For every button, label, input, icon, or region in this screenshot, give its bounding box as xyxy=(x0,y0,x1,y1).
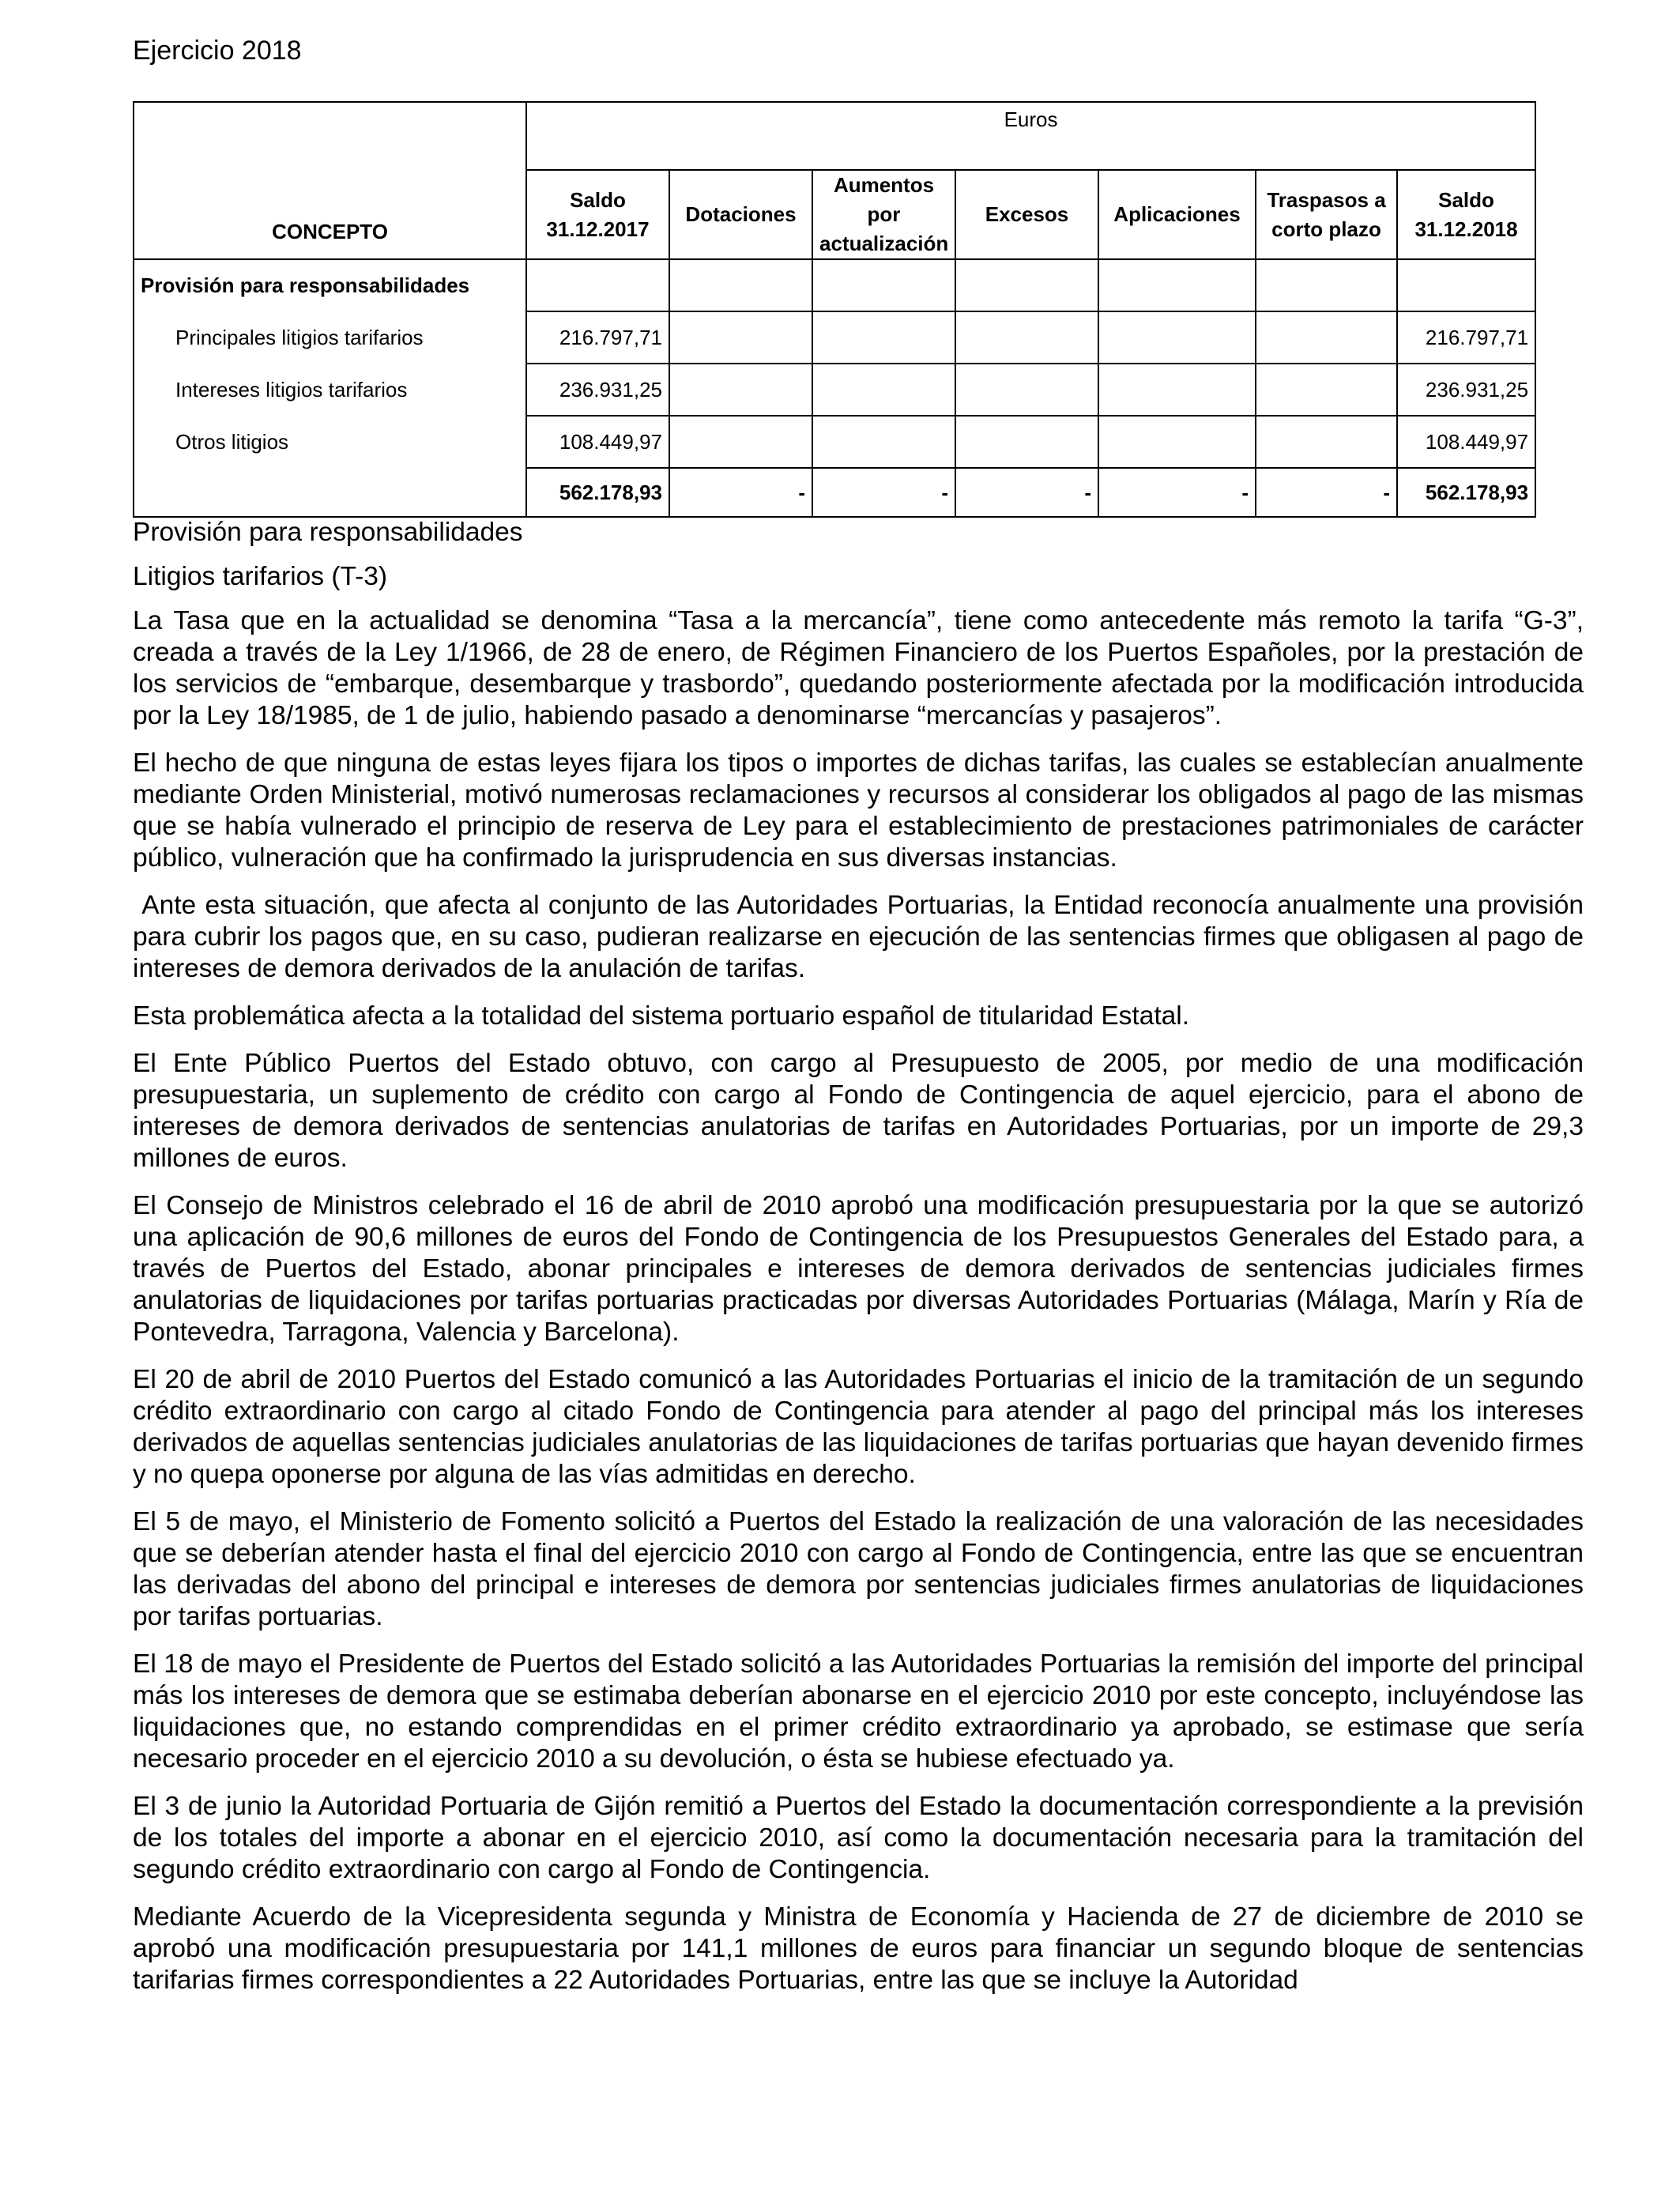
col-header-text: Saldo 31.12.2017 xyxy=(546,187,650,241)
table-cell xyxy=(1256,416,1397,468)
value-saldo-2018: 236.931,25 xyxy=(1397,364,1535,416)
row-label: Principales litigios tarifarios xyxy=(134,311,526,364)
table-cell xyxy=(669,311,812,364)
table-cell xyxy=(812,416,955,468)
paragraph: Esta problemática afecta a la totalidad del sistema portuario español de titularidad Estatal. xyxy=(133,1001,1190,1031)
value-saldo-2018: 216.797,71 xyxy=(1397,311,1535,364)
body-text xyxy=(133,517,1591,2012)
total-excesos: - xyxy=(955,468,1098,517)
total-aumentos: - xyxy=(812,468,955,517)
table-row xyxy=(134,416,1535,468)
table-cell xyxy=(955,364,1098,416)
concept-header: CONCEPTO xyxy=(134,102,526,259)
value-saldo-2017: 216.797,71 xyxy=(526,311,669,364)
value-saldo-2017: 108.449,97 xyxy=(526,416,669,468)
col-header-excesos xyxy=(955,170,1098,259)
col-header-text: Aplicaciones xyxy=(1113,202,1241,226)
col-header-text: Excesos xyxy=(985,202,1069,226)
paragraph: La Tasa que en la actualidad se denomina “Tasa a la mercancía”, tiene como antecedente más remoto la tarifa “G-3”, creada a través de la Ley 1/1966, de 28 de enero, de Régimen Financiero de los Puertos Españoles, por la prestación de los servicios de “embarque, desembarque y trasbordo”, quedando posteriormente afectada por la modificación introducida por la Ley 18/1985, de 1 de julio, habiendo pasado a denominarse “mercancías y pasajeros”. xyxy=(133,606,1584,730)
paragraph: El 3 de junio la Autoridad Portuaria de Gijón remitió a Puertos del Estado la documentación correspondiente a la previsión de los totales del importe a abonar en el ejercicio 2010, así como la documentación necesaria para la tramitación del segundo crédito extraordinario con cargo al Fondo de Contingencia. xyxy=(133,1792,1584,1884)
paragraph: El 18 de mayo el Presidente de Puertos del Estado solicitó a las Autoridades Portuarias la remisión del importe del principal más los intereses de demora que se estimaba deberían abonarse en el ejercicio 2010 por este concepto, incluyéndose las liquidaciones que, no estando comprendidas en el primer crédito extraordinario ya aprobado, se estimase que sería necesario proceder en el ejercicio 2010 a su devolución, o ésta se hubiese efectuado ya. xyxy=(133,1649,1584,1774)
totals-row xyxy=(134,468,1535,517)
euros-header: Euros xyxy=(526,102,1535,170)
paragraph: El 20 de abril de 2010 Puertos del Estado comunicó a las Autoridades Portuarias el inicio de la tramitación de un segundo crédito extraordinario con cargo al citado Fondo de Contingencia para atender al pago del principal más los intereses derivados de aquellas sentencias judiciales anulatorias de las liquidaciones de tarifas portuarias que hayan devenido firmes y no quepa oponerse por alguna de las vías admitidas en derecho. xyxy=(133,1365,1584,1489)
paragraph: El Ente Público Puertos del Estado obtuvo, con cargo al Presupuesto de 2005, por medio de una modificación presupuestaria, un suplemento de crédito con cargo al Fondo de Contingencia de aquel ejercicio, para el abono de intereses de demora derivados de sentencias anulatorias de tarifas en Autoridades Portuarias, por un importe de 29,3 millones de euros. xyxy=(133,1049,1584,1173)
table-cell xyxy=(812,364,955,416)
table-cell xyxy=(812,311,955,364)
value-saldo-2017: 236.931,25 xyxy=(526,364,669,416)
table-cell xyxy=(1256,311,1397,364)
total-saldo-2018: 562.178,93 xyxy=(1397,468,1535,517)
table-row xyxy=(134,364,1535,416)
subsection-heading: Litigios tarifarios (T-3) xyxy=(133,562,388,591)
table-cell xyxy=(1256,364,1397,416)
table-row xyxy=(134,311,1535,364)
table-cell xyxy=(1098,416,1256,468)
paragraph: Mediante Acuerdo de la Vicepresidenta segunda y Ministra de Economía y Hacienda de 27 de diciembre de 2010 se aprobó una modificación presupuestaria por 141,1 millones de euros para financiar un segundo bloque de sentencias tarifarias firmes correspondientes a 22 Autoridades Portuarias, entre las que se incluye la Autoridad xyxy=(133,1902,1584,1995)
col-header-saldo-2018 xyxy=(1397,170,1535,259)
table-cell xyxy=(1098,364,1256,416)
total-aplicaciones: - xyxy=(1098,468,1256,517)
total-saldo-2017: 562.178,93 xyxy=(526,468,669,517)
document-title: Ejercicio 2018 xyxy=(133,36,302,66)
group-label: Provisión para responsabilidades xyxy=(134,259,526,311)
table-cell xyxy=(1098,311,1256,364)
table-cell xyxy=(812,259,955,311)
paragraph: Ante esta situación, que afecta al conjunto de las Autoridades Portuarias, la Entidad reconocía anualmente una provisión para cubrir los pagos que, en su caso, pudieran realizarse en ejecución de las sentencias firmes que obligasen al pago de intereses de demora derivados de la anulación de tarifas. xyxy=(133,891,1591,983)
paragraph: El 5 de mayo, el Ministerio de Fomento solicitó a Puertos del Estado la realización de una valoración de las necesidades que se deberían atender hasta el final del ejercicio 2010 con cargo al Fondo de Contingencia, entre las que se encuentran las derivadas del abono del principal e intereses de demora por sentencias judiciales firmes anulatorias de liquidaciones por tarifas portuarias. xyxy=(133,1507,1584,1631)
col-header-saldo-2017 xyxy=(526,170,669,259)
row-label: Intereses litigios tarifarios xyxy=(134,364,526,416)
col-header-traspasos xyxy=(1256,170,1397,259)
total-traspasos: - xyxy=(1256,468,1397,517)
value-saldo-2018: 108.449,97 xyxy=(1397,416,1535,468)
table-cell xyxy=(955,259,1098,311)
table-cell xyxy=(669,364,812,416)
section-heading: Provisión para responsabilidades xyxy=(133,518,523,547)
col-header-text: Saldo 31.12.2018 xyxy=(1414,187,1518,241)
total-dotaciones: - xyxy=(669,468,812,517)
table-cell xyxy=(1098,259,1256,311)
col-header-text: Aumentos por actualización xyxy=(819,173,949,255)
table-cell xyxy=(1397,259,1535,311)
table-cell xyxy=(669,259,812,311)
col-header-text: Traspasos a corto plazo xyxy=(1267,187,1386,241)
col-header-aumentos xyxy=(812,170,955,259)
table-cell xyxy=(669,416,812,468)
col-header-aplicaciones xyxy=(1098,170,1256,259)
table-cell xyxy=(955,311,1098,364)
totals-label-cell xyxy=(134,468,526,517)
paragraph: El hecho de que ninguna de estas leyes fijara los tipos o importes de dichas tarifas, las cuales se establecían anualmente mediante Orden Ministerial, motivó numerosas reclamaciones y recursos al considerar los obligados al pago de las mismas que se había vulnerado el principio de reserva de Ley para el establecimiento de prestaciones patrimoniales de carácter público, vulneración que ha confirmado la jurisprudencia en sus diversas instancias. xyxy=(133,748,1584,873)
paragraph: El Consejo de Ministros celebrado el 16 de abril de 2010 aprobó una modificación presupuestaria por la que se autorizó una aplicación de 90,6 millones de euros del Fondo de Contingencia de los Presupuestos Generales del Estado para, a través de Puertos del Estado, abonar principales e intereses de demora derivados de sentencias judiciales firmes anulatorias de liquidaciones por tarifas portuarias practicadas por diversas Autoridades Portuarias (Málaga, Marín y Ría de Pontevedra, Tarragona, Valencia y Barcelona). xyxy=(133,1191,1584,1347)
row-label: Otros litigios xyxy=(134,416,526,468)
provisions-table xyxy=(133,101,1536,518)
table-cell xyxy=(1256,259,1397,311)
col-header-text: Dotaciones xyxy=(685,202,797,226)
table-cell xyxy=(955,416,1098,468)
table-cell xyxy=(526,259,669,311)
col-header-dotaciones xyxy=(669,170,812,259)
